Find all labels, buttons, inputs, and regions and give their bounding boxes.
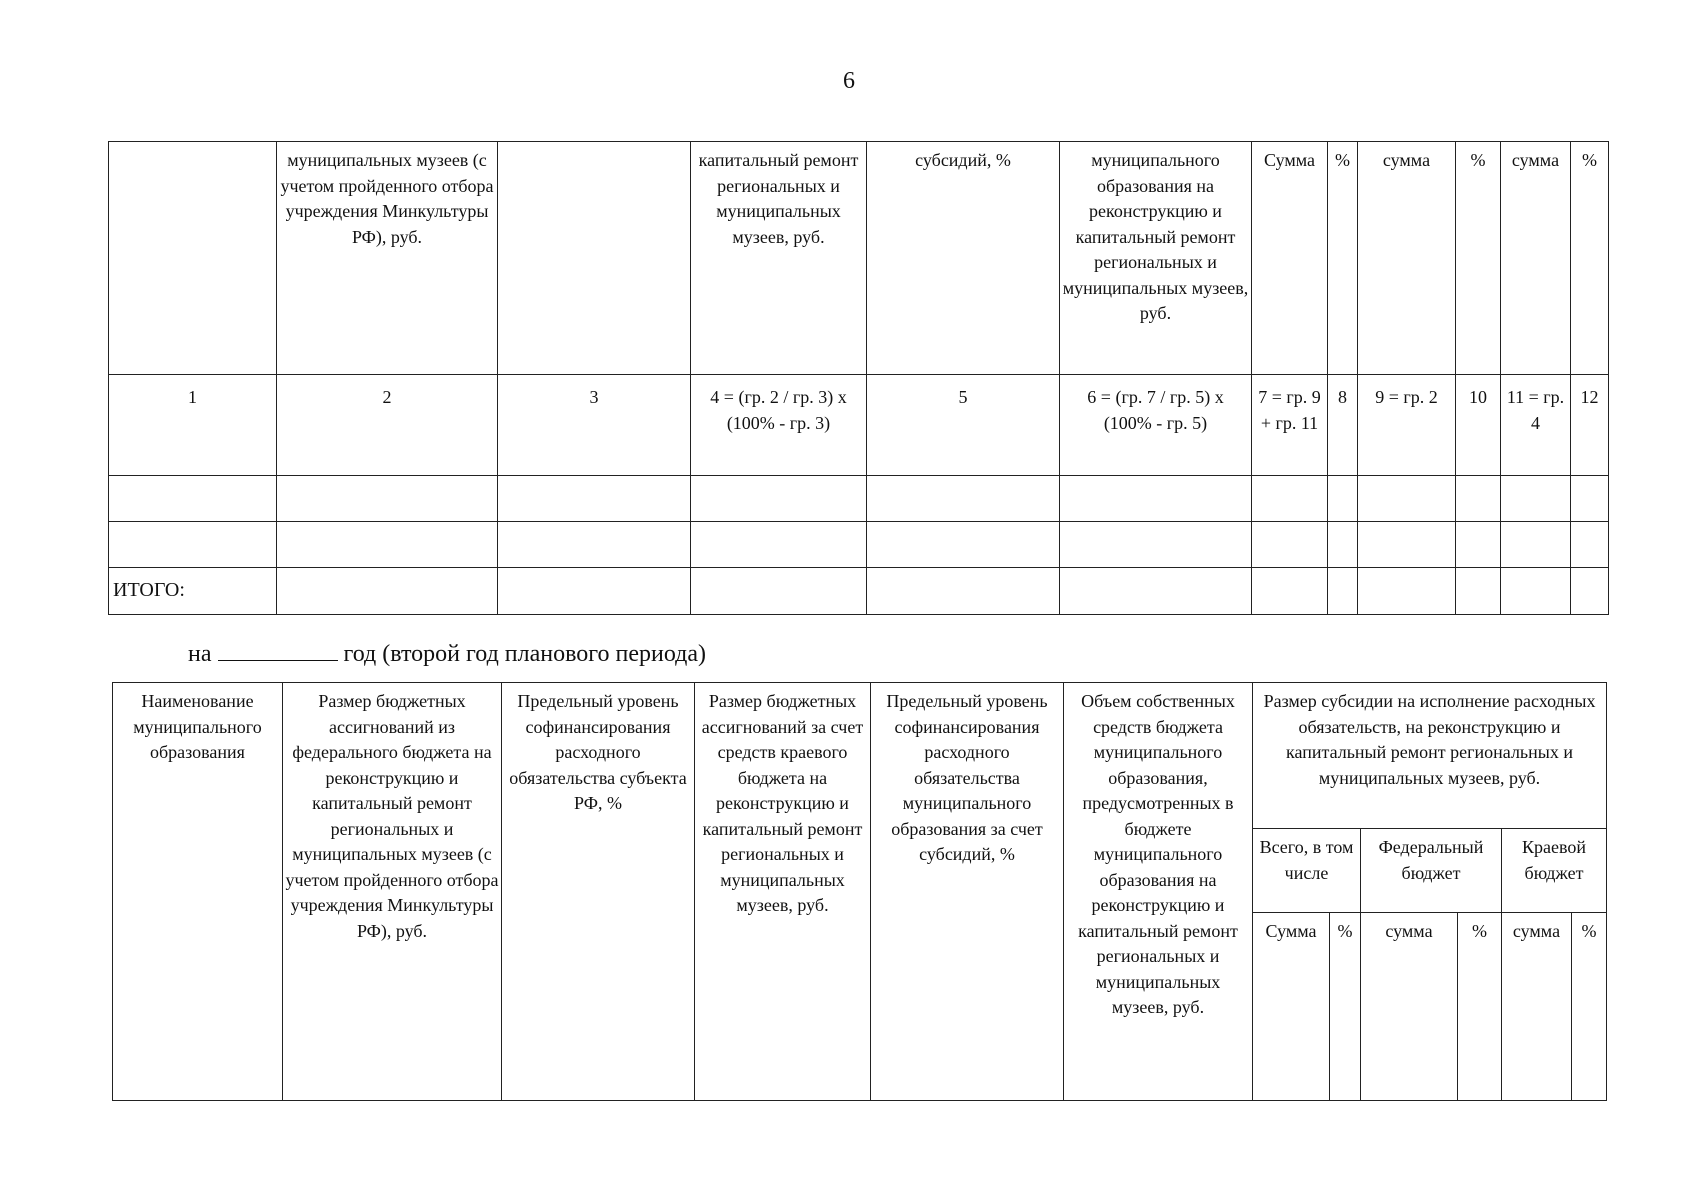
column-number: 10 xyxy=(1456,375,1501,476)
column-number: 6 = (гр. 7 / гр. 5) х (100% - гр. 5) xyxy=(1060,375,1252,476)
empty-cell[interactable] xyxy=(1456,522,1501,568)
table-header-row xyxy=(113,683,1607,829)
subheader-federal-budget: Федеральный бюджет xyxy=(1361,829,1502,913)
empty-cell[interactable] xyxy=(1252,476,1328,522)
total-row xyxy=(109,568,1609,615)
empty-cell[interactable] xyxy=(1571,476,1609,522)
header-cell xyxy=(498,142,691,375)
header-own-funds: Объем собственных средств бюджета муниципального образования, предусмотренных в бюджете муниципального образования на реконструкцию и капитальный ремонт региональных и муниципальных музеев, руб. xyxy=(1064,683,1253,1101)
empty-cell[interactable] xyxy=(1252,522,1328,568)
empty-cell[interactable] xyxy=(1501,476,1571,522)
header-cell: % xyxy=(1571,142,1609,375)
column-number: 11 = гр. 4 xyxy=(1501,375,1571,476)
table-header-row xyxy=(109,142,1609,375)
empty-cell[interactable] xyxy=(1456,568,1501,615)
column-number: 2 xyxy=(277,375,498,476)
empty-cell[interactable] xyxy=(1358,568,1456,615)
column-number: 3 xyxy=(498,375,691,476)
year-blank-field[interactable] xyxy=(218,638,338,661)
empty-cell[interactable] xyxy=(277,522,498,568)
empty-cell[interactable] xyxy=(1501,568,1571,615)
column-numbering-row xyxy=(109,375,1609,476)
empty-cell[interactable] xyxy=(498,476,691,522)
period-suffix: год (второй год планового периода) xyxy=(343,641,707,667)
empty-cell[interactable] xyxy=(1060,568,1252,615)
subheader-total: Всего, в том числе xyxy=(1253,829,1361,913)
empty-cell[interactable] xyxy=(691,476,867,522)
column-number: 7 = гр. 9 + гр. 11 xyxy=(1252,375,1328,476)
subheader-sum: сумма xyxy=(1502,913,1572,1101)
page-number: 6 xyxy=(843,68,855,94)
table-row xyxy=(109,522,1609,568)
empty-cell[interactable] xyxy=(1358,476,1456,522)
subheader-percent: % xyxy=(1330,913,1361,1101)
empty-cell[interactable] xyxy=(1060,476,1252,522)
header-cell: сумма xyxy=(1358,142,1456,375)
header-cell: муниципального образования на реконструкцию и капитальный ремонт региональных и муниципальных музеев, руб. xyxy=(1060,142,1252,375)
column-number: 8 xyxy=(1328,375,1358,476)
empty-cell[interactable] xyxy=(1328,476,1358,522)
empty-cell[interactable] xyxy=(1328,568,1358,615)
empty-cell[interactable] xyxy=(1358,522,1456,568)
subheader-percent: % xyxy=(1458,913,1502,1101)
table-continuation xyxy=(108,141,1609,615)
empty-cell[interactable] xyxy=(277,476,498,522)
subheader-regional-budget: Краевой бюджет xyxy=(1502,829,1607,913)
header-subject-cofinancing-level: Предельный уровень софинансирования расходного обязательства субъекта РФ, % xyxy=(502,683,695,1101)
empty-cell[interactable] xyxy=(867,476,1060,522)
header-regional-allocations: Размер бюджетных ассигнований за счет средств краевого бюджета на реконструкцию и капитальный ремонт региональных и муниципальных музеев, руб. xyxy=(695,683,871,1101)
period-heading xyxy=(188,638,706,668)
header-cell: субсидий, % xyxy=(867,142,1060,375)
empty-cell[interactable] xyxy=(277,568,498,615)
empty-cell[interactable] xyxy=(691,568,867,615)
empty-cell[interactable] xyxy=(1571,522,1609,568)
header-cell: Сумма xyxy=(1252,142,1328,375)
header-cell: сумма xyxy=(1501,142,1571,375)
table-row xyxy=(109,476,1609,522)
subheader-sum: Сумма xyxy=(1253,913,1330,1101)
empty-cell[interactable] xyxy=(109,476,277,522)
empty-cell[interactable] xyxy=(1328,522,1358,568)
header-cell: капитальный ремонт региональных и муниципальных музеев, руб. xyxy=(691,142,867,375)
header-cell: % xyxy=(1456,142,1501,375)
table-second-year xyxy=(112,682,1607,1101)
empty-cell[interactable] xyxy=(498,522,691,568)
header-cell: муниципальных музеев (с учетом пройденного отбора учреждения Минкультуры РФ), руб. xyxy=(277,142,498,375)
header-municipality: Наименование муниципального образования xyxy=(113,683,283,1101)
header-cell xyxy=(109,142,277,375)
total-label: ИТОГО: xyxy=(109,568,277,615)
empty-cell[interactable] xyxy=(867,568,1060,615)
empty-cell[interactable] xyxy=(109,522,277,568)
header-cell: % xyxy=(1328,142,1358,375)
empty-cell[interactable] xyxy=(867,522,1060,568)
empty-cell[interactable] xyxy=(498,568,691,615)
subheader-sum: сумма xyxy=(1361,913,1458,1101)
period-prefix: на xyxy=(188,641,212,667)
column-number: 4 = (гр. 2 / гр. 3) х (100% - гр. 3) xyxy=(691,375,867,476)
header-subsidy-group: Размер субсидии на исполнение расходных обязательств, на реконструкцию и капитальный ремонт региональных и муниципальных музеев, руб. xyxy=(1253,683,1607,829)
column-number: 12 xyxy=(1571,375,1609,476)
empty-cell[interactable] xyxy=(1252,568,1328,615)
column-number: 5 xyxy=(867,375,1060,476)
empty-cell[interactable] xyxy=(1456,476,1501,522)
empty-cell[interactable] xyxy=(1571,568,1609,615)
column-number: 1 xyxy=(109,375,277,476)
empty-cell[interactable] xyxy=(1060,522,1252,568)
column-number: 9 = гр. 2 xyxy=(1358,375,1456,476)
subheader-percent: % xyxy=(1572,913,1607,1101)
empty-cell[interactable] xyxy=(691,522,867,568)
empty-cell[interactable] xyxy=(1501,522,1571,568)
header-federal-allocations: Размер бюджетных ассигнований из федерального бюджета на реконструкцию и капитальный ремонт региональных и муниципальных музеев (с учетом пройденного отбора учреждения Минкультуры РФ), руб. xyxy=(283,683,502,1101)
header-municipal-cofinancing-level: Предельный уровень софинансирования расходного обязательства муниципального образования за счет субсидий, % xyxy=(871,683,1064,1101)
